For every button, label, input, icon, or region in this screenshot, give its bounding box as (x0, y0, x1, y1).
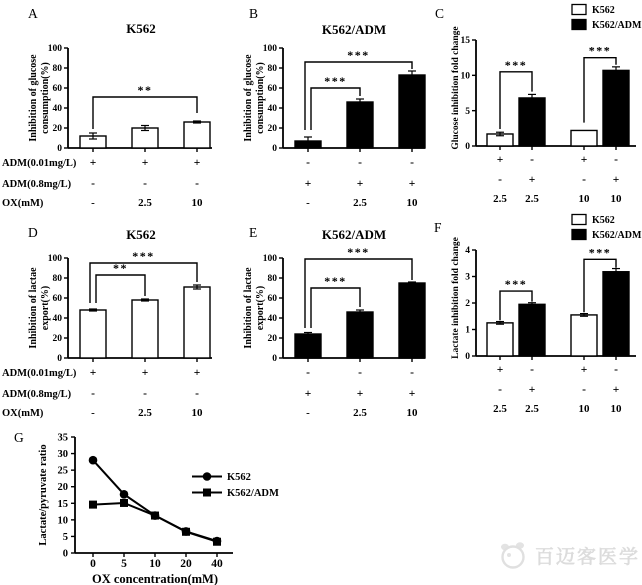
legend-label: K562/ADM (592, 20, 642, 31)
legend-swatch (572, 5, 586, 15)
y-tick-label: 4 (465, 246, 470, 257)
bar (571, 315, 597, 356)
y-tick-label: 0 (465, 352, 470, 363)
row-header: OX(mM) (2, 198, 44, 209)
row-cell: 10 (578, 403, 590, 415)
panel-letter: G (14, 430, 24, 445)
significance-bracket (90, 263, 197, 303)
row-cell: + (528, 384, 536, 396)
row-cell: 10 (406, 407, 418, 419)
row-cell: - (306, 197, 310, 209)
row-cell: + (141, 367, 149, 379)
y-tick-label: 20 (267, 124, 277, 135)
significance-label: *** (504, 57, 528, 72)
panel-f-chart (428, 210, 642, 425)
significance-label: *** (347, 245, 370, 259)
y-tick-label: 15 (57, 498, 68, 510)
panel-letter: A (28, 6, 38, 21)
y-tick-label: 0 (272, 354, 277, 365)
significance-bracket (93, 97, 197, 129)
bar (295, 334, 321, 358)
y-tick-label: 20 (52, 124, 62, 135)
row-cell: - (143, 388, 147, 400)
row-cell: - (410, 367, 414, 379)
y-tick-label: 20 (52, 334, 62, 345)
legend-label: K562 (227, 472, 251, 483)
square-marker (213, 538, 221, 546)
panel-letter: F (434, 220, 442, 235)
legend-label: K562 (592, 5, 615, 16)
row-cell: 2.5 (138, 407, 152, 419)
y-axis-label: consumption(%) (255, 62, 266, 134)
legend-swatch (572, 215, 586, 225)
panel-letter: D (28, 225, 38, 240)
row-cell: + (141, 157, 149, 169)
row-header: OX(mM) (2, 408, 44, 419)
row-cell: + (408, 388, 416, 400)
y-tick-label: 1 (465, 325, 470, 336)
row-cell: - (91, 178, 95, 190)
watermark (496, 539, 640, 572)
row-cell: + (356, 388, 364, 400)
watermark-text: 百迈客医学 (535, 547, 641, 568)
row-cell: + (408, 178, 416, 190)
legend-swatch (572, 230, 586, 240)
legend-swatch (572, 20, 586, 30)
legend-label: K562 (592, 215, 615, 226)
y-tick-label: 60 (267, 84, 277, 95)
panel-g-chart (0, 425, 340, 585)
series-line (93, 503, 217, 542)
x-tick-label: 40 (211, 558, 223, 570)
y-tick-label: 0 (62, 548, 68, 560)
row-cell: - (91, 407, 95, 419)
square-marker (182, 528, 190, 536)
row-cell: + (496, 364, 504, 376)
bar (603, 70, 629, 146)
chart-title: K562/ADM (321, 22, 387, 37)
row-cell: - (306, 407, 310, 419)
significance-label: *** (347, 48, 370, 62)
row-cell: - (91, 197, 95, 209)
row-cell: - (306, 157, 310, 169)
circle-marker (120, 490, 129, 499)
y-tick-label: 5 (62, 531, 68, 543)
y-tick-label: 2 (465, 299, 470, 310)
panel-e-chart (215, 210, 428, 425)
significance-label: *** (324, 274, 347, 288)
bar (80, 310, 106, 358)
row-cell: 10 (406, 197, 418, 209)
row-cell: 10 (578, 193, 590, 205)
row-cell: - (582, 384, 586, 396)
row-cell: - (195, 178, 199, 190)
bar (399, 75, 425, 148)
row-cell: + (304, 178, 312, 190)
chart-title: K562 (126, 21, 156, 36)
chart-title: K562/ADM (321, 227, 387, 242)
row-cell: 2.5 (525, 403, 539, 415)
row-cell: - (498, 174, 502, 186)
y-tick-label: 80 (267, 64, 277, 75)
row-header: ADM(0.01mg/L) (2, 158, 77, 169)
y-tick-label: 40 (52, 314, 62, 325)
significance-label: *** (588, 245, 612, 260)
panel-d-chart (0, 210, 215, 425)
y-axis-label: Glucose inhibition fold change (451, 26, 461, 150)
y-tick-label: 35 (57, 432, 68, 444)
y-tick-label: 30 (57, 449, 68, 461)
x-tick-label: 20 (180, 558, 192, 570)
y-tick-label: 0 (57, 354, 62, 365)
y-axis-label: export(%) (255, 285, 266, 331)
significance-label: *** (324, 74, 347, 88)
row-cell: + (580, 364, 588, 376)
y-tick-label: 60 (52, 294, 62, 305)
y-tick-label: 40 (267, 104, 277, 115)
panel-a-chart (0, 0, 215, 210)
y-tick-label: 100 (262, 44, 277, 55)
bar (603, 272, 629, 356)
row-cell: 2.5 (493, 193, 507, 205)
x-tick-label: 5 (121, 558, 127, 570)
panel-c-chart (428, 0, 642, 210)
circle-marker (203, 472, 212, 481)
row-header: ADM(0.01mg/L) (2, 368, 77, 379)
row-cell: 2.5 (353, 197, 367, 209)
row-cell: + (356, 178, 364, 190)
y-axis-label: export(%) (40, 285, 51, 331)
x-tick-label: 10 (149, 558, 161, 570)
y-tick-label: 80 (267, 274, 277, 285)
row-cell: 10 (191, 197, 203, 209)
series-line (93, 460, 217, 541)
row-cell: + (528, 174, 536, 186)
bar (184, 122, 210, 148)
y-tick-label: 25 (57, 465, 68, 477)
row-cell: 2.5 (353, 407, 367, 419)
bar (184, 287, 210, 358)
y-tick-label: 60 (52, 84, 62, 95)
bar (132, 300, 158, 358)
bar (519, 304, 545, 356)
row-cell: - (614, 364, 618, 376)
row-cell: + (304, 388, 312, 400)
row-cell: 10 (191, 407, 203, 419)
row-cell: - (530, 364, 534, 376)
legend-label: K562/ADM (592, 230, 642, 241)
row-cell: + (193, 367, 201, 379)
row-cell: 10 (610, 193, 622, 205)
y-tick-label: 15 (460, 36, 470, 47)
y-tick-label: 100 (262, 254, 277, 265)
y-tick-label: 20 (267, 334, 277, 345)
y-tick-label: 100 (47, 44, 62, 55)
y-tick-label: 3 (465, 272, 470, 283)
chart-title: K562 (126, 227, 156, 242)
bar (487, 323, 513, 356)
row-cell: - (614, 154, 618, 166)
square-marker (120, 499, 128, 507)
y-tick-label: 20 (57, 482, 68, 494)
row-cell: + (89, 157, 97, 169)
y-axis-label: Inhibition of lactae (28, 267, 39, 349)
row-cell: - (358, 157, 362, 169)
row-cell: - (143, 178, 147, 190)
significance-label: ** (137, 83, 153, 97)
y-tick-label: 10 (460, 71, 470, 82)
panel-letter: B (249, 6, 259, 21)
square-marker (151, 512, 159, 520)
row-cell: 2.5 (525, 193, 539, 205)
y-tick-label: 80 (52, 64, 62, 75)
square-marker (89, 501, 97, 509)
y-axis-label: Lactate inhibition fold change (451, 237, 461, 359)
panel-letter: E (249, 225, 258, 240)
row-cell: - (530, 154, 534, 166)
significance-label: *** (588, 43, 612, 58)
row-cell: + (612, 174, 620, 186)
y-axis-label: Inhibition of lactae (243, 267, 254, 349)
y-tick-label: 80 (52, 274, 62, 285)
row-header: ADM(0.8mg/L) (2, 389, 72, 400)
bar (399, 283, 425, 358)
y-tick-label: 100 (47, 254, 62, 265)
row-cell: - (498, 384, 502, 396)
significance-label: *** (132, 249, 155, 263)
bar (519, 98, 545, 146)
logo-face (503, 547, 524, 568)
row-cell: + (193, 157, 201, 169)
row-cell: - (306, 367, 310, 379)
row-cell: - (582, 174, 586, 186)
row-cell: - (410, 157, 414, 169)
row-cell: - (358, 367, 362, 379)
row-cell: - (91, 388, 95, 400)
row-cell: 2.5 (493, 403, 507, 415)
y-tick-label: 40 (52, 104, 62, 115)
y-axis-label: Lactate/pyruvate ratio (38, 444, 49, 546)
square-marker (203, 489, 211, 497)
y-axis-label: Inhibition of glucose (28, 54, 39, 142)
row-cell: 2.5 (138, 197, 152, 209)
bar (347, 102, 373, 148)
row-cell: + (89, 367, 97, 379)
x-tick-label: 0 (90, 558, 96, 570)
y-tick-label: 10 (57, 515, 68, 527)
logo-eye (507, 553, 511, 557)
watermark-logo-icon (496, 539, 530, 572)
circle-marker (89, 456, 98, 465)
significance-bracket (96, 275, 145, 303)
row-header: ADM(0.8mg/L) (2, 179, 72, 190)
bar (347, 312, 373, 358)
significance-label: *** (504, 277, 528, 292)
y-tick-label: 0 (57, 144, 62, 155)
row-cell: 10 (610, 403, 622, 415)
row-cell: + (612, 384, 620, 396)
y-tick-label: 5 (465, 106, 470, 117)
bar (571, 130, 597, 146)
row-cell: - (195, 388, 199, 400)
row-cell: + (580, 154, 588, 166)
x-axis-label: OX concentration(mM) (91, 572, 219, 585)
significance-label: ** (113, 261, 128, 275)
panel-letter: C (435, 6, 445, 21)
y-tick-label: 0 (272, 144, 277, 155)
y-tick-label: 40 (267, 314, 277, 325)
y-tick-label: 0 (465, 142, 470, 153)
row-cell: + (496, 154, 504, 166)
y-axis-label: consumption(%) (40, 62, 51, 134)
panel-b-chart (215, 0, 428, 210)
y-axis-label: Inhibition of glucose (243, 54, 254, 142)
legend-label: K562/ADM (227, 488, 279, 499)
y-tick-label: 60 (267, 294, 277, 305)
